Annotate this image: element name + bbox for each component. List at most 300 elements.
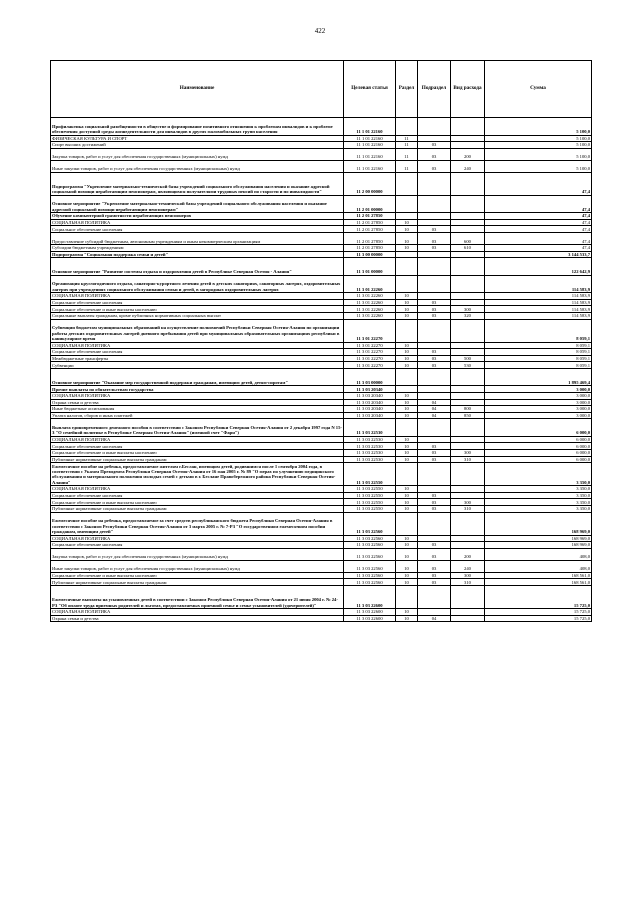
row-target-article: 11 3 03 22530 [344,419,396,437]
row-name: Ежемесячное пособие на ребенка, предоставляемое за счет средств республиканского бюджета Республики Северная Осетия-Алания в соответствии с Законом Республики Северная Осетия-Алания от 3 марта 2005 г. № 7-РЗ "О государственном ежемесячном пособии гражданам, имеющим детей" [51,512,344,535]
row-expense-type: 500 [451,355,485,362]
row-expense-type [451,342,485,349]
row-amount: 47,4 [485,195,592,213]
row-expense-type: 300 [451,572,485,579]
row-name: Иные закупки товаров, работ и услуг для обеспечения государственных (муниципальных) нужд [51,560,344,572]
row-amount: 47,4 [485,213,592,220]
table-row [51,172,592,195]
row-subsection [418,213,451,220]
table-row [51,456,592,463]
row-expense-type [451,226,485,233]
row-amount: 3 000,0 [485,406,592,413]
row-subsection: 03 [418,492,451,499]
row-amount: 8 059,1 [485,349,592,356]
row-target-article: 11 3 03 20340 [344,406,396,413]
table-row [51,512,592,535]
row-expense-type: 530 [451,362,485,369]
row-target-article: 11 3 01 22260 [344,299,396,306]
row-section [396,586,418,609]
row-expense-type [451,349,485,356]
page-number: 422 [314,27,326,35]
row-expense-type: 240 [451,560,485,572]
row-section [396,275,418,293]
row-name: Межбюджетные трансферты [51,355,344,362]
row-subsection [418,368,451,386]
row-subsection: 03 [418,232,451,244]
row-section: 10 [396,572,418,579]
row-section: 10 [396,219,418,226]
row-expense-type: 310 [451,579,485,586]
row-target-article: 11 3 03 22600 [344,586,396,609]
row-name: Прочие выплаты по обязательствам государства [51,386,344,393]
header-expense-type: Вид расхода [451,61,485,118]
row-amount: 3 350,0 [485,492,592,499]
row-section: 10 [396,342,418,349]
row-target-article: 11 2 01 27850 [344,244,396,251]
row-amount: 1 895 469,4 [485,368,592,386]
row-name: Субвенции [51,362,344,369]
budget-table [50,60,592,622]
row-name: Публичные нормативные социальные выплаты гражданам [51,456,344,463]
table-row [51,386,592,393]
row-subsection: 03 [418,148,451,160]
row-subsection [418,535,451,542]
row-section: 10 [396,299,418,306]
row-amount: 8 059,1 [485,355,592,362]
row-expense-type [451,535,485,542]
row-target-article: 11 3 03 22600 [344,615,396,622]
row-section: 11 [396,135,418,142]
row-target-article: 11 3 03 20340 [344,399,396,406]
row-target-article: 11 3 01 00000 [344,258,396,276]
row-subsection: 03 [418,542,451,549]
row-amount: 15 725,0 [485,615,592,622]
row-target-article: 11 2 01 27850 [344,219,396,226]
row-section: 10 [396,349,418,356]
row-subsection [418,293,451,300]
row-target-article: 11 3 01 22270 [344,362,396,369]
row-expense-type: 240 [451,160,485,172]
row-section: 10 [396,306,418,313]
table-row [51,232,592,244]
row-section: 10 [396,506,418,513]
row-subsection [418,195,451,213]
row-section: 11 [396,148,418,160]
row-section [396,463,418,486]
row-subsection [418,609,451,616]
table-row [51,258,592,276]
row-amount: 114 583,9 [485,299,592,306]
row-subsection: 03 [418,142,451,149]
header-section: Раздел [396,61,418,118]
row-section: 10 [396,456,418,463]
row-amount: 6 000,0 [485,450,592,457]
row-subsection: 03 [418,306,451,313]
row-subsection: 03 [418,579,451,586]
row-section: 10 [396,579,418,586]
row-subsection [418,258,451,276]
row-subsection: 03 [418,443,451,450]
row-amount: 5 100,0 [485,118,592,136]
row-subsection [418,342,451,349]
row-section: 10 [396,232,418,244]
header-subsection: Подраздел [418,61,451,118]
row-name: Социальное обеспечение населения [51,226,344,233]
table-row [51,492,592,499]
row-subsection [418,393,451,400]
row-target-article: 11 3 00 00000 [344,251,396,258]
row-subsection [418,251,451,258]
row-subsection: 03 [418,548,451,560]
table-row [51,226,592,233]
row-target-article: 11 3 03 20340 [344,386,396,393]
row-target-article: 11 3 03 22560 [344,548,396,560]
row-section: 10 [396,393,418,400]
row-name: Социальное обеспечение населения [51,299,344,306]
row-expense-type: 200 [451,548,485,560]
row-expense-type [451,195,485,213]
row-amount: 114 583,9 [485,293,592,300]
row-section: 10 [396,312,418,319]
row-expense-type: 850 [451,412,485,419]
row-subsection: 04 [418,412,451,419]
row-name: Профилактика социальной разобщенности в обществе и формирование позитивного отношения к проблемам инвалидов и к проблеме обеспечения доступной среды жизнедеятельности для инвалидов в других маломобильных групп населения [51,118,344,136]
table-row [51,463,592,486]
table-row [51,319,592,342]
row-expense-type [451,172,485,195]
row-expense-type [451,486,485,493]
row-name: Социальное обеспечение и иные выплаты населению [51,499,344,506]
row-subsection: 04 [418,406,451,413]
row-expense-type [451,512,485,535]
table-row [51,579,592,586]
row-name: Организация круглогодичного отдыха, санаторно-курортного лечения детей в детских санаториях, санаторных лагерях, оздоровительных лагерях при учреждениях социального обслуживания семьи и детей, в загородных оздоровительных лагерях [51,275,344,293]
row-target-article: 11 3 03 22530 [344,436,396,443]
row-expense-type [451,443,485,450]
row-expense-type [451,609,485,616]
row-section: 10 [396,486,418,493]
row-name: Субвенции бюджетам муниципальных образований на осуществление полномочий Республики Северная Осетия-Алания по организации работы детских оздоровительных лагерей дневного пребывания детей при муниципальных образовательных организациях республики в каникулярное время [51,319,344,342]
row-target-article: 11 3 01 22260 [344,293,396,300]
table-row [51,368,592,386]
row-target-article: 11 3 03 20340 [344,393,396,400]
row-expense-type [451,368,485,386]
row-section [396,319,418,342]
table-row [51,312,592,319]
row-target-article: 11 3 01 22260 [344,306,396,313]
row-name: Социальное обеспечение населения [51,492,344,499]
row-target-article: 11 2 01 00000 [344,195,396,213]
row-subsection: 03 [418,362,451,369]
row-subsection: 04 [418,399,451,406]
row-section [396,258,418,276]
row-expense-type [451,492,485,499]
table-row [51,355,592,362]
row-amount: 47,4 [485,244,592,251]
row-subsection: 03 [418,456,451,463]
row-target-article: 11 3 03 22550 [344,463,396,486]
row-section: 10 [396,609,418,616]
row-target-article: 11 2 00 00000 [344,172,396,195]
table-row [51,118,592,136]
row-amount: 6 000,0 [485,443,592,450]
row-section: 10 [396,293,418,300]
row-subsection [418,486,451,493]
table-row [51,399,592,406]
table-row [51,406,592,413]
row-target-article: 11 1 01 22160 [344,148,396,160]
table-row [51,393,592,400]
row-target-article: 11 1 01 22160 [344,135,396,142]
row-section [396,251,418,258]
row-section: 11 [396,160,418,172]
row-amount: 3 350,0 [485,499,592,506]
row-target-article: 11 3 03 22550 [344,486,396,493]
row-expense-type [451,615,485,622]
row-target-article: 11 3 03 22530 [344,443,396,450]
row-name: СОЦИАЛЬНАЯ ПОЛИТИКА [51,486,344,493]
row-name: ФИЗИЧЕСКАЯ КУЛЬТУРА И СПОРТ [51,135,344,142]
row-amount: 122 642,9 [485,258,592,276]
row-name: СОЦИАЛЬНАЯ ПОЛИТИКА [51,436,344,443]
row-target-article: 11 1 01 22160 [344,118,396,136]
row-subsection [418,319,451,342]
row-name: Социальное обеспечение населения [51,542,344,549]
row-subsection [418,386,451,393]
row-section: 10 [396,535,418,542]
row-amount: 8 059,1 [485,342,592,349]
table-header-row [51,61,592,118]
row-amount: 5 100,0 [485,135,592,142]
row-amount: 6 000,0 [485,436,592,443]
row-name: Социальное обеспечение населения [51,443,344,450]
row-target-article: 11 3 03 22560 [344,579,396,586]
row-expense-type [451,319,485,342]
row-section: 10 [396,226,418,233]
row-amount: 168 561,0 [485,572,592,579]
table-row [51,142,592,149]
row-target-article: 11 3 03 22530 [344,450,396,457]
row-expense-type [451,219,485,226]
row-name: Обучение компьютерной грамотности неработающих пенсионеров [51,213,344,220]
header-name: Наименование [51,61,344,118]
row-section: 10 [396,499,418,506]
table-row [51,244,592,251]
row-name: СОЦИАЛЬНАЯ ПОЛИТИКА [51,535,344,542]
row-target-article: 11 2 01 27850 [344,232,396,244]
row-section: 10 [396,362,418,369]
table-row [51,349,592,356]
row-target-article: 11 3 03 22550 [344,499,396,506]
table-row [51,293,592,300]
row-section: 11 [396,142,418,149]
table-row [51,542,592,549]
row-target-article: 11 3 01 22270 [344,349,396,356]
row-subsection: 03 [418,355,451,362]
table-row [51,219,592,226]
row-amount: 47,4 [485,219,592,226]
row-amount: 408,0 [485,548,592,560]
row-subsection [418,275,451,293]
row-amount: 47,4 [485,226,592,233]
row-name: Охрана семьи и детства [51,615,344,622]
row-amount: 8 059,1 [485,319,592,342]
row-section: 10 [396,244,418,251]
row-expense-type: 300 [451,499,485,506]
row-expense-type: 300 [451,306,485,313]
row-amount: 3 350,0 [485,506,592,513]
row-target-article: 11 3 01 22260 [344,312,396,319]
row-target-article: 11 3 03 22560 [344,542,396,549]
row-section: 10 [396,412,418,419]
row-name: Подпрограмма "Укрепление материально-технической базы учреждений социального обслуживания населения и оказание адресной социальной помощи неработающим пенсионерам, являющимся получателями трудовых пенсий по старости и по инвалидности" [51,172,344,195]
row-subsection [418,172,451,195]
row-section: 10 [396,443,418,450]
row-target-article: 11 3 01 22270 [344,319,396,342]
row-subsection [418,219,451,226]
row-section [396,419,418,437]
table-row [51,499,592,506]
row-expense-type: 200 [451,148,485,160]
row-amount: 5 100,0 [485,160,592,172]
row-subsection: 03 [418,450,451,457]
row-name: Иные бюджетные ассигнования [51,406,344,413]
table-row [51,306,592,313]
table-row [51,412,592,419]
row-expense-type: 300 [451,450,485,457]
row-amount: 3 000,0 [485,412,592,419]
row-name: Ежемесячное пособие на ребенка, предоставляемое жителям г.Беслан, имеющим детей, родившимся после 1 сентября 2004 года, в соответствии с Указом Президента Республики Северная Осетия-Алания от 16 мая 2005 г. № 89 "О мерах по улучшению медицинского обслуживания и материального положения молодых семей с детьми в г. Беслане Правобережного района Республики Северная Осетия-Алания" [51,463,344,486]
row-name: Подпрограмма "Социальная поддержка семьи и детей" [51,251,344,258]
row-target-article: 11 3 03 22600 [344,609,396,616]
row-expense-type: 320 [451,312,485,319]
row-subsection: 03 [418,349,451,356]
row-name: СОЦИАЛЬНАЯ ПОЛИТИКА [51,219,344,226]
row-target-article: 11 3 03 22550 [344,506,396,513]
row-section [396,118,418,136]
row-subsection: 03 [418,572,451,579]
header-amount: Сумма [485,61,592,118]
row-name: Предоставление субсидий бюджетным, автономным учреждениям и иным некоммерческим организациям [51,232,344,244]
table-row [51,342,592,349]
row-expense-type [451,258,485,276]
row-section [396,172,418,195]
row-amount: 47,4 [485,232,592,244]
row-section [396,213,418,220]
row-subsection [418,436,451,443]
row-section: 10 [396,436,418,443]
row-expense-type [451,586,485,609]
table-row [51,560,592,572]
row-amount: 5 100,0 [485,148,592,160]
row-expense-type [451,393,485,400]
row-subsection [418,512,451,535]
row-section: 10 [396,560,418,572]
row-target-article: 11 3 03 20340 [344,412,396,419]
table-row [51,275,592,293]
row-subsection [418,586,451,609]
row-amount: 168 969,0 [485,535,592,542]
row-section: 10 [396,450,418,457]
row-amount: 114 583,9 [485,306,592,313]
row-amount: 408,0 [485,560,592,572]
row-name: Основное мероприятие "Развитие системы отдыха и оздоровления детей в Республике Северная Осетия - Алания" [51,258,344,276]
header-target-article: Целевая статья [344,61,396,118]
row-amount: 3 000,0 [485,393,592,400]
row-name: СОЦИАЛЬНАЯ ПОЛИТИКА [51,609,344,616]
table-row [51,160,592,172]
row-amount: 3 350,0 [485,463,592,486]
row-name: Спорт высших достижений [51,142,344,149]
row-section: 10 [396,399,418,406]
row-name: Ежемесячные выплаты на усыновленных детей в соответствии с Законом Республики Северная Осетия-Алания от 21 июня 2004 г. № 24-РЗ "Об оплате труда приемных родителей и льготах, предоставляемых приемной семье и семье усыновителей (удочерителей)" [51,586,344,609]
row-name: Социальное обеспечение и иные выплаты населению [51,450,344,457]
row-name: Закупка товаров, работ и услуг для обеспечения государственных (муниципальных) нужд [51,548,344,560]
row-expense-type [451,399,485,406]
table-row [51,548,592,560]
table-row [51,506,592,513]
table-row [51,362,592,369]
row-section: 10 [396,548,418,560]
table-row [51,419,592,437]
row-target-article: 11 3 03 22560 [344,560,396,572]
row-subsection: 03 [418,226,451,233]
row-amount: 15 725,0 [485,586,592,609]
row-name: Основное мероприятие "Оказание мер государственной поддержки гражданам, имеющим детей, детям-сиротам" [51,368,344,386]
row-name: Охрана семьи и детства [51,399,344,406]
row-amount: 15 725,0 [485,609,592,616]
row-expense-type [451,275,485,293]
row-name: Субсидии бюджетным учреждениям [51,244,344,251]
row-section: 10 [396,355,418,362]
row-amount: 5 100,0 [485,142,592,149]
row-expense-type [451,251,485,258]
row-name: Закупка товаров, работ и услуг для обеспечения государственных (муниципальных) нужд [51,148,344,160]
row-expense-type [451,135,485,142]
table-row [51,609,592,616]
row-name: Социальное обеспечение населения [51,349,344,356]
row-expense-type: 800 [451,406,485,413]
row-subsection [418,419,451,437]
table-row [51,535,592,542]
table-row [51,615,592,622]
row-amount: 8 059,1 [485,362,592,369]
row-amount: 3 144 533,7 [485,251,592,258]
row-section [396,512,418,535]
row-expense-type [451,542,485,549]
row-subsection: 03 [418,506,451,513]
row-expense-type: 310 [451,506,485,513]
row-expense-type [451,463,485,486]
row-amount: 114 583,9 [485,275,592,293]
row-amount: 6 000,0 [485,456,592,463]
row-subsection [418,135,451,142]
table-row [51,148,592,160]
table-row [51,450,592,457]
row-amount: 168 969,0 [485,542,592,549]
row-target-article: 11 1 01 22160 [344,160,396,172]
row-target-article: 11 3 03 22530 [344,456,396,463]
row-expense-type [451,118,485,136]
row-expense-type: 310 [451,456,485,463]
row-target-article: 11 3 03 00000 [344,368,396,386]
row-expense-type: 600 [451,232,485,244]
row-subsection: 03 [418,312,451,319]
row-section: 10 [396,615,418,622]
row-subsection: 04 [418,615,451,622]
row-section: 10 [396,492,418,499]
row-name: Основное мероприятие "Укрепление материально-технической базы учреждений социального обслуживания населения и оказание адресной социальной помощи неработающим пенсионерам" [51,195,344,213]
